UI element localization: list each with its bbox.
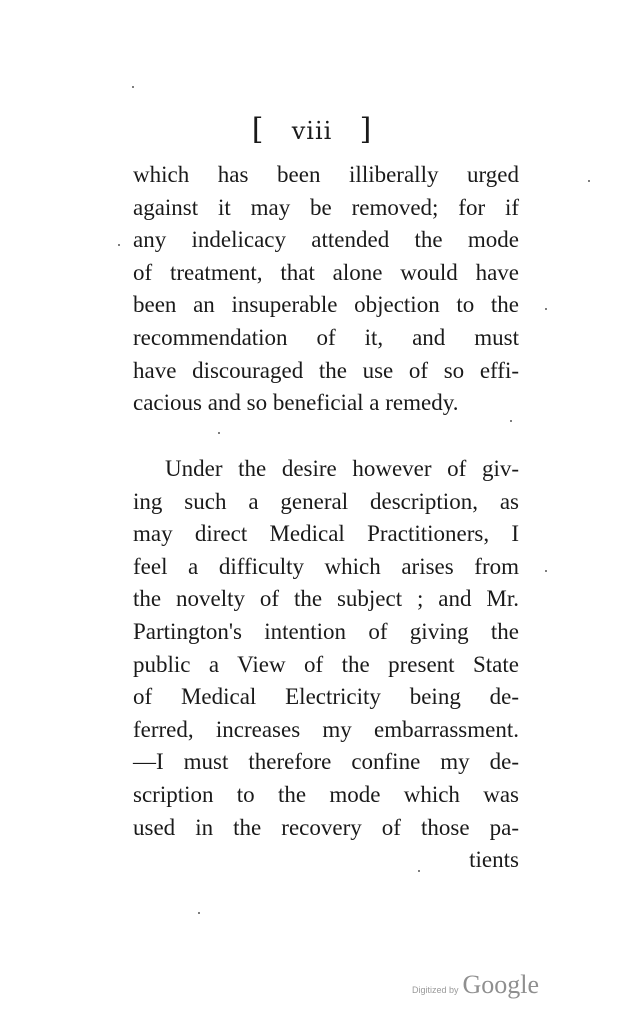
text-line: been an insuperable objection to the [133, 292, 519, 318]
text-line: against it may be removed; for if [133, 194, 519, 220]
paper-speck [218, 432, 220, 434]
paper-speck [510, 420, 512, 422]
text-line: cacious and so beneficial a remedy. [133, 390, 459, 416]
text-line: ferred, increases my embarrassment. [133, 716, 519, 742]
text-line: feel a difficulty which arises from [133, 553, 519, 579]
text-line: public a View of the present State [133, 651, 519, 677]
text-line: of treatment, that alone would have [133, 259, 519, 285]
paper-speck [118, 244, 120, 246]
paper-speck [545, 570, 547, 572]
text-line: which has been illiberally urged [133, 162, 519, 187]
text-line: recommendation of it, and must [133, 324, 519, 350]
text-line: Under the desire however of giv- [165, 456, 519, 481]
page-header [0, 112, 624, 147]
text-line: of Medical Electricity being de- [133, 684, 519, 710]
text-line: scription to the mode which was [133, 781, 519, 807]
paper-speck [198, 912, 200, 914]
paragraph-2 [133, 453, 519, 877]
left-bracket: [ [251, 112, 265, 147]
text-line: used in the recovery of those pa- [133, 814, 519, 840]
catchword: tients [469, 847, 519, 873]
text-line: the novelty of the subject ; and Mr. [133, 586, 519, 612]
paragraph-1 [133, 159, 519, 420]
text-line: ing such a general description, as [133, 488, 519, 514]
right-bracket: ] [359, 112, 373, 147]
page-number: viii [291, 117, 333, 145]
paper-speck [132, 86, 134, 88]
text-line: any indelicacy attended the mode [133, 227, 519, 253]
text-line: may direct Medical Practitioners, I [133, 521, 519, 547]
paper-speck [588, 180, 590, 182]
paper-speck [545, 308, 547, 310]
digitized-watermark [412, 970, 539, 1000]
text-line: —I must therefore confine my de- [133, 749, 519, 775]
text-line: Partington's intention of giving the [133, 618, 519, 644]
text-line: have discouraged the use of so effi- [133, 357, 519, 383]
watermark-small-text: Digitized by [412, 985, 459, 995]
paper-speck [418, 870, 420, 872]
google-logo: Google [462, 970, 540, 999]
